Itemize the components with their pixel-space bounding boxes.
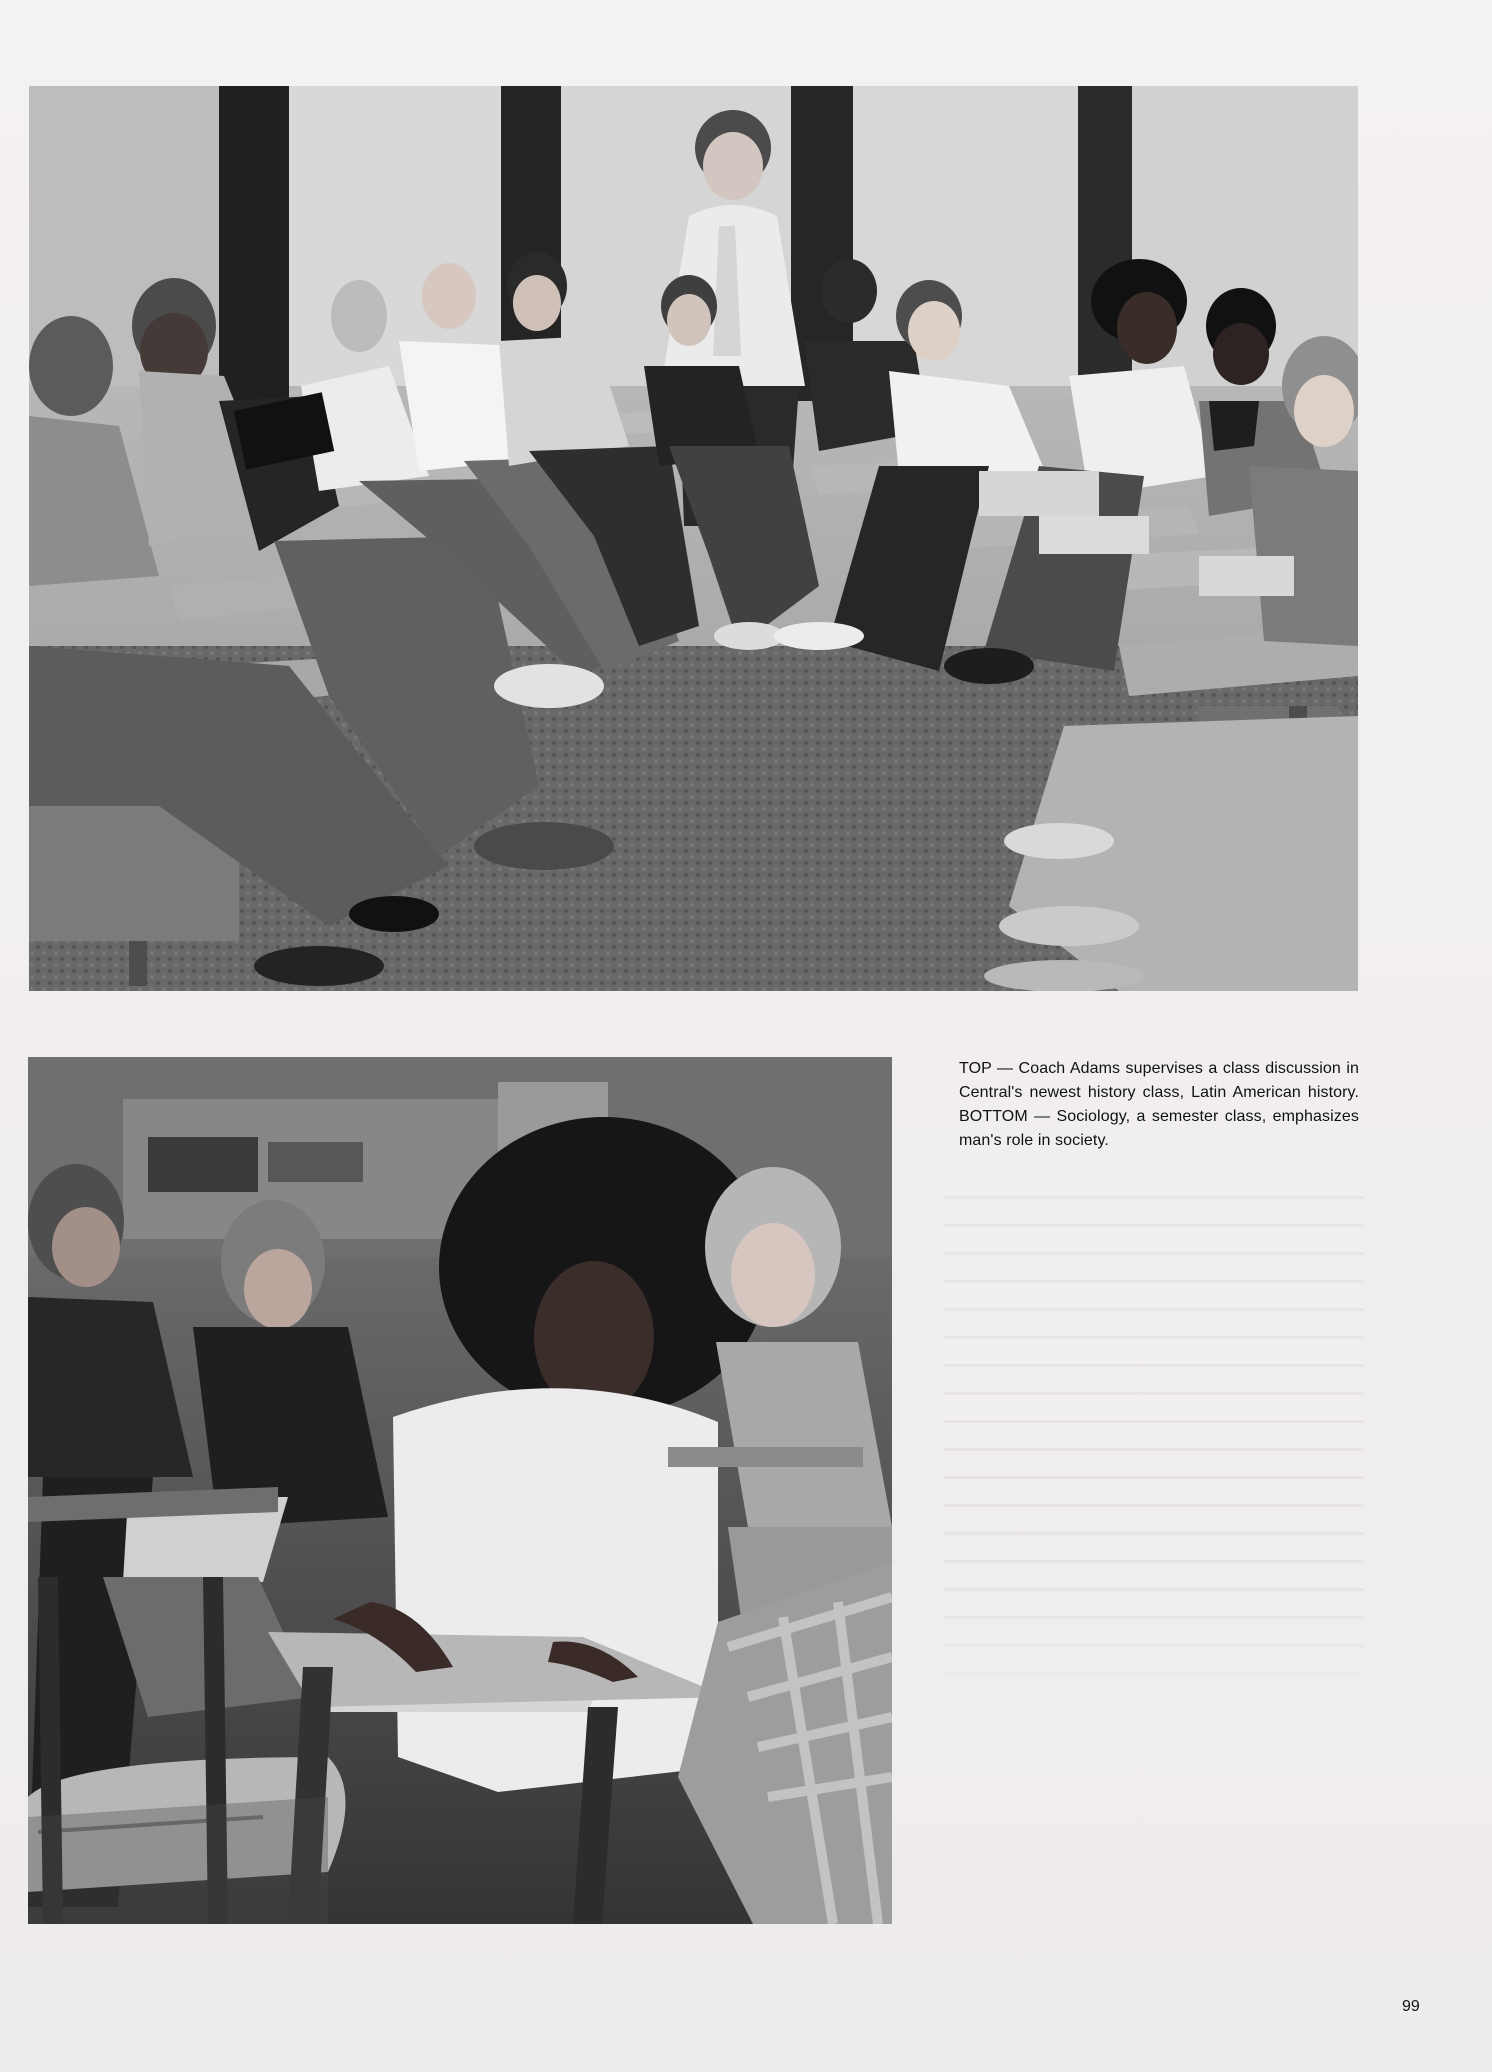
page-number: 99 (1402, 1998, 1420, 2015)
top-classroom-photo-art (29, 86, 1358, 991)
bottom-classroom-photo (28, 1057, 892, 1924)
faint-show-through-text (944, 1196, 1364, 1716)
bottom-classroom-photo-art (28, 1057, 892, 1924)
top-classroom-photo (29, 86, 1358, 991)
photo-caption: TOP — Coach Adams supervises a class discussion in Central's newest history class, Latin American history. BOTTOM — Sociology, a semester class, emphasizes man's role in society. (959, 1060, 1359, 1149)
